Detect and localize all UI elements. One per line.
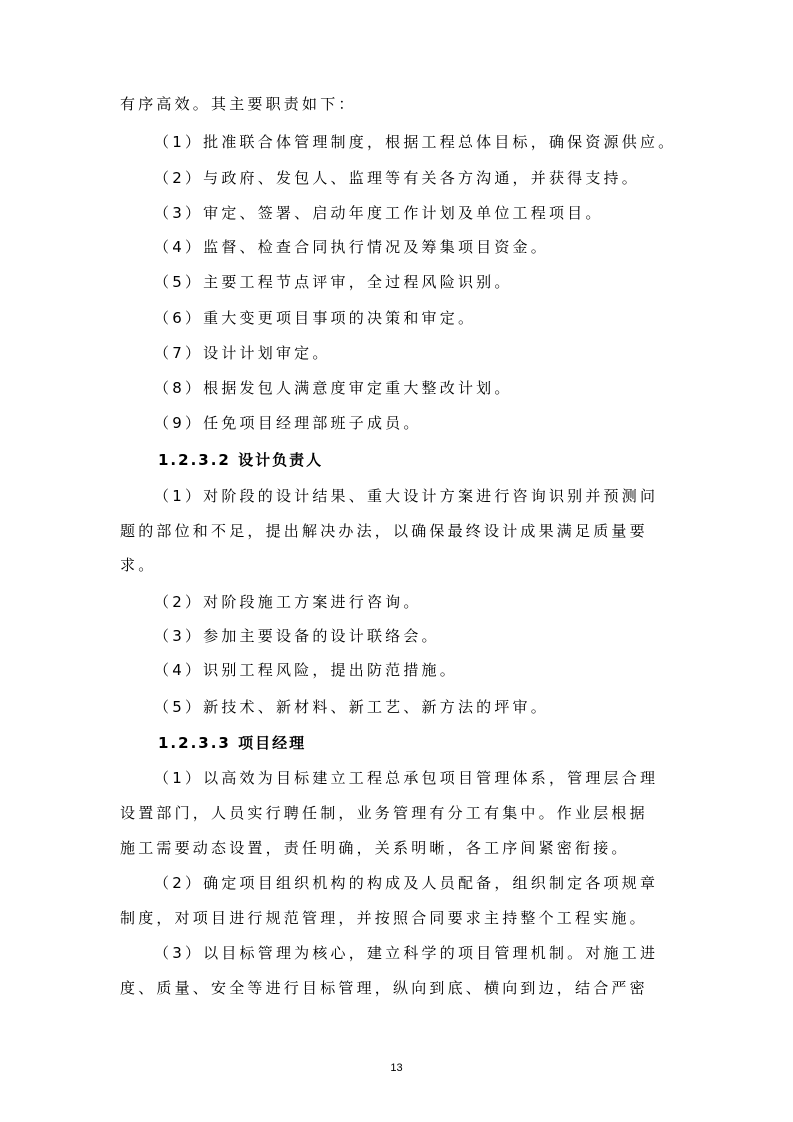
list-item: （2）对阶段施工方案进行咨询。: [154, 593, 422, 611]
paragraph-text: 度、质量、安全等进行目标管理，纵向到底、横向到边，结合严密: [120, 979, 648, 997]
list-item: （3）参加主要设备的设计联络会。: [154, 627, 440, 645]
list-item: （5）新技术、新材料、新工艺、新方法的坪审。: [154, 698, 549, 716]
paragraph-text: 施工需要动态设置，责任明确，关系明晰，各工序间紧密衔接。: [120, 839, 630, 857]
list-item: （1）对阶段的设计结果、重大设计方案进行咨询识别并预测问: [154, 487, 659, 505]
list-item: （7）设计计划审定。: [154, 344, 331, 362]
list-item: （3）以目标管理为核心，建立科学的项目管理机制。对施工进: [154, 944, 659, 962]
paragraph-text: 有序高效。其主要职责如下：: [120, 95, 357, 113]
section-heading: 1.2.3.3 项目经理: [158, 734, 307, 752]
paragraph-text: 设置部门，人员实行聘任制，业务管理有分工有集中。作业层根据: [120, 804, 648, 822]
list-item: （4）监督、检查合同执行情况及筹集项目资金。: [154, 238, 549, 256]
list-item: （9）任免项目经理部班子成员。: [154, 414, 422, 432]
paragraph-text: 求。: [120, 556, 157, 574]
section-heading: 1.2.3.2 设计负责人: [158, 451, 324, 469]
list-item: （6）重大变更项目事项的决策和审定。: [154, 309, 477, 327]
paragraph-text: 制度，对项目进行规范管理，并按照合同要求主持整个工程实施。: [120, 909, 648, 927]
list-item: （4）识别工程风险，提出防范措施。: [154, 661, 458, 679]
page-number: 13: [390, 1062, 403, 1074]
list-item: （8）根据发包人满意度审定重大整改计划。: [154, 379, 513, 397]
list-item: （3）审定、签署、启动年度工作计划及单位工程项目。: [154, 204, 604, 222]
paragraph-text: 题的部位和不足，提出解决办法，以确保最终设计成果满足质量要: [120, 522, 648, 540]
list-item: （1）以高效为目标建立工程总承包项目管理体系，管理层合理: [154, 769, 659, 787]
list-item: （2）与政府、发包人、监理等有关各方沟通，并获得支持。: [154, 169, 640, 187]
list-item: （5）主要工程节点评审，全过程风险识别。: [154, 273, 513, 291]
list-item: （1）批准联合体管理制度，根据工程总体目标，确保资源供应。: [154, 133, 677, 151]
list-item: （2）确定项目组织机构的构成及人员配备，组织制定各项规章: [154, 874, 659, 892]
